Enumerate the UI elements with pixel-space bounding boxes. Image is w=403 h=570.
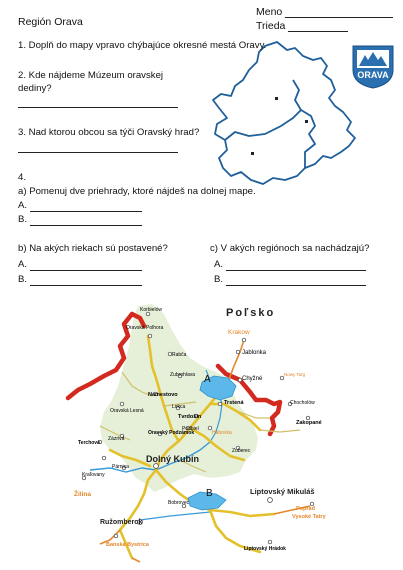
question-1: 1. Doplň do mapy vpravo chýbajúce okresné mestá Oravy. — [18, 40, 267, 51]
q4a-answer-a[interactable] — [18, 200, 142, 212]
q4c-line-b[interactable] — [226, 275, 366, 286]
town-vysoke-tatry: Vysoké Tatry — [292, 514, 326, 520]
q4b-label-b: B. — [18, 274, 28, 285]
answer-line-q3[interactable] — [18, 152, 178, 153]
name-label: Meno — [256, 6, 283, 18]
class-label: Trieda — [256, 20, 286, 32]
q4b-line-a[interactable] — [30, 260, 142, 271]
class-field[interactable] — [256, 20, 348, 32]
town-bobrovec: Bobrovec — [168, 500, 190, 506]
district-town-dot — [251, 152, 254, 155]
q4c-line-a[interactable] — [226, 260, 366, 271]
question-3: 3. Nad ktorou obcou sa týči Oravský hrad? — [18, 127, 200, 138]
town-banska-bystrica: Banská Bystrica — [106, 542, 149, 548]
q4b-answer-b[interactable] — [18, 274, 142, 286]
town-namestovo: Námestovo — [148, 392, 178, 398]
town-liptovsky-mikulas: Liptovský Mikuláš — [250, 487, 315, 496]
q4c-answer-a[interactable] — [214, 259, 366, 271]
town-nowy-targ: Nowy Targ — [284, 372, 306, 377]
country-label: Poľsko — [226, 307, 276, 319]
town-lokca: Lokca — [172, 404, 186, 410]
town-trstena: Trstená — [224, 400, 244, 406]
q4b-answer-a[interactable] — [18, 259, 142, 271]
town-krakow: Krakow — [228, 329, 250, 336]
town-ruzomberok: Ružomberok — [100, 519, 143, 526]
town-dolny-kubin: Dolný Kubín — [146, 454, 199, 464]
town-podbiel: Podbiel — [182, 426, 199, 432]
q4c-label-a: A. — [214, 259, 224, 270]
reservoir-a-label: A — [204, 374, 211, 385]
river-vah — [140, 512, 210, 520]
town-rabca: Rabča — [172, 352, 187, 358]
town-oravsky-podzamok: Oravský Podzámok — [148, 430, 195, 436]
town-tvrdosin: Tvrdošín — [178, 414, 202, 420]
town-parnica: Párnica — [112, 464, 129, 470]
town-zilina: Žilina — [74, 491, 91, 498]
name-line[interactable] — [285, 7, 393, 18]
q4a-label-a: A. — [18, 200, 28, 211]
town-liptovsky-hradok: Liptovský Hrádok — [244, 546, 286, 552]
q4b-label-a: A. — [18, 259, 28, 270]
worksheet-title: Región Orava — [18, 16, 83, 28]
town-terchova: Terchová — [78, 440, 100, 446]
q4c-label-b: B. — [214, 274, 224, 285]
q4a-label-b: B. — [18, 214, 28, 225]
town-oravska-polhora: Oravská Polhora — [126, 325, 164, 331]
district-town-dot — [305, 120, 308, 123]
town-zazriva: Zázrivá — [108, 436, 125, 442]
town-jablonka: Jablonka — [242, 350, 267, 356]
question-4a: a) Pomenuj dve priehrady, ktoré nájdeš na dolnej mape. — [18, 186, 256, 197]
q4a-line-a[interactable] — [30, 201, 142, 212]
orava-road-map — [60, 300, 350, 565]
question-4b: b) Na akých riekach sú postavené? — [18, 243, 168, 254]
town-zakopane: Zakopané — [296, 420, 322, 426]
town-zubrohlava: Zubrohlava — [170, 372, 196, 378]
orava-blank-district-map — [205, 40, 357, 192]
town-chocholow: Chocholów — [290, 400, 315, 406]
q4a-line-b[interactable] — [30, 215, 142, 226]
town-habovka: Habovka — [212, 430, 232, 436]
town-zuberec: Zuberec — [232, 448, 251, 454]
question-2-line2: dediny? — [18, 83, 52, 94]
class-line[interactable] — [288, 21, 348, 32]
q4b-line-b[interactable] — [30, 275, 142, 286]
name-field[interactable] — [256, 6, 393, 18]
town-kralovany: Kraľovany — [82, 472, 105, 478]
question-4-number: 4. — [18, 172, 27, 183]
q4a-answer-b[interactable] — [18, 214, 142, 226]
answer-line-q2[interactable] — [18, 107, 178, 108]
town-poprad: Poprad — [296, 506, 315, 512]
town-korbielow: Korbielów — [140, 307, 162, 313]
q4c-answer-b[interactable] — [214, 274, 366, 286]
district-town-dot — [275, 97, 278, 100]
town-oravska-lesna: Oravská Lesná — [110, 408, 144, 414]
question-2-line1: 2. Kde nájdeme Múzeum oravskej — [18, 70, 164, 81]
logo-text: ORAVA — [357, 70, 389, 80]
town-chyzne: Chyžné — [242, 376, 263, 382]
reservoir-b-label: B — [206, 488, 213, 499]
question-4c: c) V akých regiónoch sa nachádzajú? — [210, 243, 370, 254]
